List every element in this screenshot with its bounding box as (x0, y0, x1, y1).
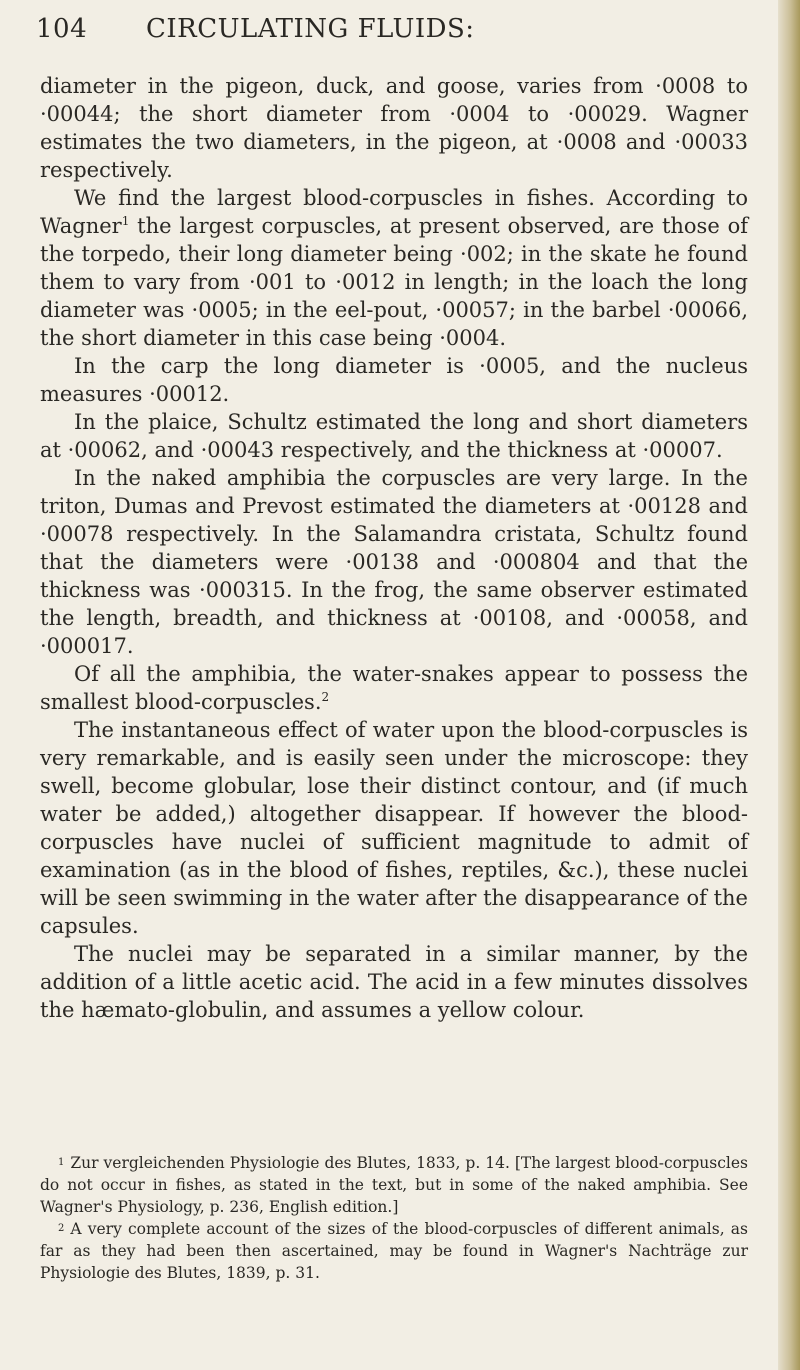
paragraph-text: Of all the amphibia, the water-snakes appear to possess the smallest blood-corpuscles. (40, 662, 748, 714)
paragraph-text: We find the largest blood-corpuscles in fishes. According to Wagner (40, 186, 748, 238)
body-text (40, 72, 748, 1024)
paragraph (40, 660, 748, 716)
paragraph-text: the largest corpuscles, at present observed, are those of the torpedo, their long diameter being ·002; in the skate he found them to vary from ·001 to ·0012 in length; in the loach the long diameter was ·0005; in the eel-pout, ·00057; in the barbel ·00066, the short diameter in this case being ·0004. (40, 214, 748, 350)
paragraph: diameter in the pigeon, duck, and goose, varies from ·0008 to ·00044; the short diameter from ·0004 to ·00029. Wagner estimates the two diameters, in the pigeon, at ·0008 and ·00033 respectively. (40, 74, 748, 182)
footnote-text: A very complete account of the sizes of the blood-corpuscles of different animals, as far as they had been then ascertained, may be found in Wagner's Nachträge zur Physiologie des Blutes, 1839, p. 31. (40, 1220, 748, 1282)
footnote-text: Zur vergleichenden Physiologie des Blutes, 1833, p. 14. [The largest blood-corpuscles do not occur in fishes, as stated in the text, but in some of the naked amphibia. See Wagner's Physiology, p. 236, English edition.] (40, 1154, 748, 1216)
paragraph: The nuclei may be separated in a similar manner, by the addition of a little acetic acid. The acid in a few minutes dissolves the hæmato-globulin, and assumes a yellow colour. (40, 942, 748, 1022)
paragraph: In the naked amphibia the corpuscles are very large. In the triton, Dumas and Prevost estimated the diameters at ·00128 and ·00078 respectively. In the Salamandra cristata, Schultz found that the diameters were ·00138 and ·000804 and that the thickness was ·000315. In the frog, the same observer estimated the length, breadth, and thickness at ·00108, and ·00058, and ·000017. (40, 466, 748, 658)
paragraph: In the carp the long diameter is ·0005, and the nucleus measures ·00012. (40, 354, 748, 406)
page-number: 104 (36, 14, 88, 44)
footnote (40, 1152, 748, 1218)
footnote (40, 1218, 748, 1284)
footnote-ref: 1 (121, 214, 130, 228)
page-header (36, 14, 756, 54)
footnote-ref: 2 (321, 690, 330, 704)
running-head: CIRCULATING FLUIDS: (146, 14, 475, 44)
page-edge (778, 0, 800, 1370)
footnote-mark: 1 (58, 1157, 65, 1168)
paragraph: In the plaice, Schultz estimated the long and short diameters at ·00062, and ·00043 respectively, and the thickness at ·00007. (40, 410, 748, 462)
paragraph: The instantaneous effect of water upon the blood-corpuscles is very remarkable, and is easily seen under the microscope: they swell, become globular, lose their distinct contour, and (if much water be added,) altogether disappear. If however the blood-corpuscles have nuclei of sufficient magnitude to admit of examination (as in the blood of fishes, reptiles, &c.), these nuclei will be seen swimming in the water after the disappearance of the capsules. (40, 718, 748, 938)
paragraph (40, 184, 748, 352)
footnotes (40, 1152, 748, 1284)
footnote-mark: 2 (58, 1223, 65, 1234)
